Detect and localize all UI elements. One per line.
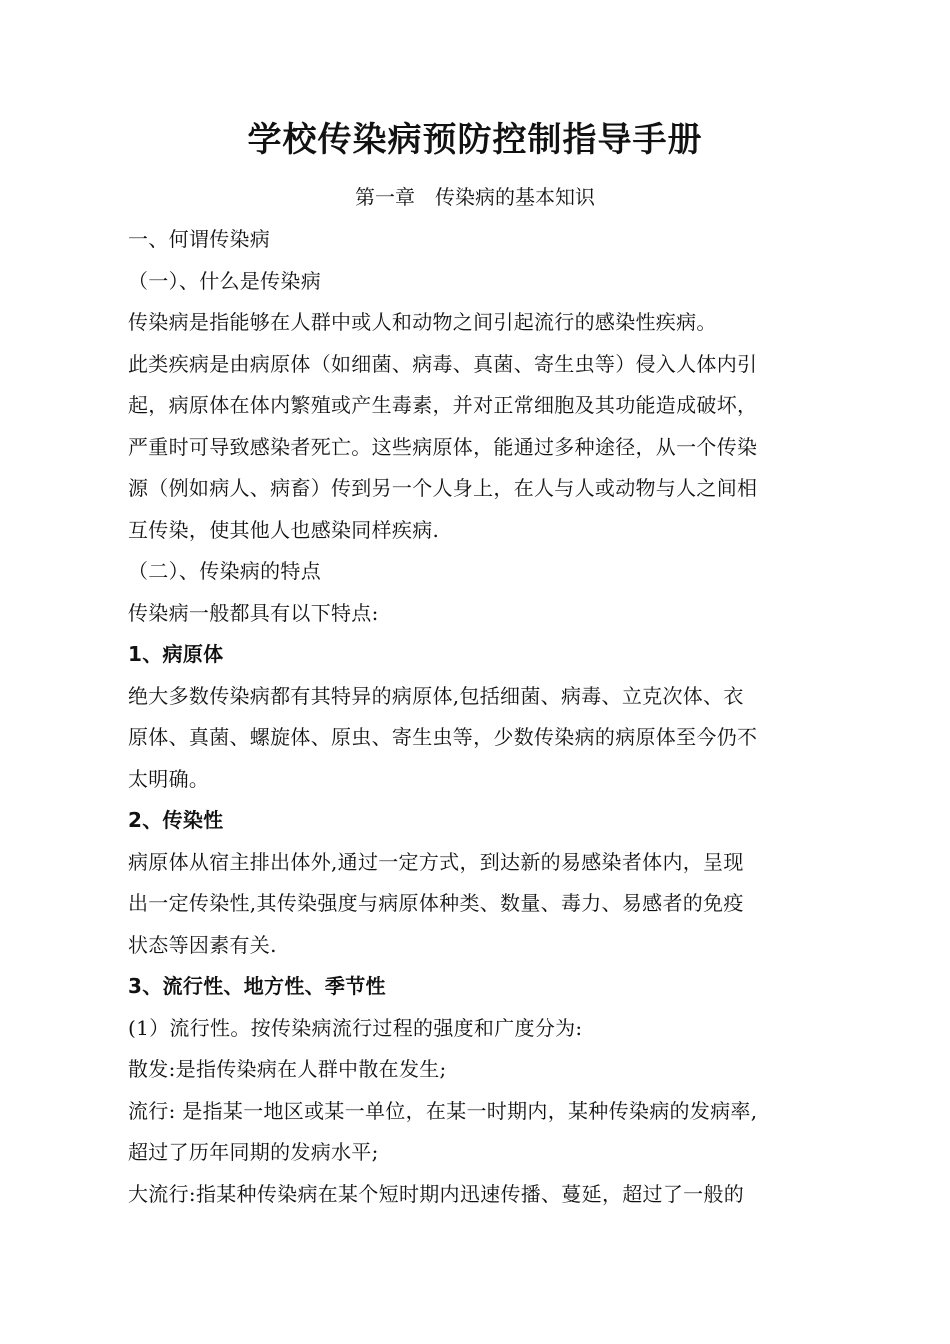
text-line: (1）流行性。按传染病流行过程的强度和广度分为: [128, 1015, 583, 1040]
text-line: （二）、传染病的特点 [128, 559, 321, 583]
text-line: 严重时可导致感染者死亡。这些病原体，能通过多种途径，从一个传染 [128, 434, 758, 459]
text-line: 散发:是指传染病在人群中散在发生; [128, 1057, 447, 1081]
text-line: 流行: 是指某一地区或某一单位，在某一时期内，某种传染病的发病率, [128, 1098, 758, 1123]
text-line: 起，病原体在体内繁殖或产生毒素，并对正常细胞及其功能造成破坏， [128, 393, 758, 417]
text-line: 传染病一般都具有以下特点: [128, 600, 379, 625]
text-line: 绝大多数传染病都有其特异的病原体,包括细菌、病毒、立克次体、衣 [128, 683, 744, 708]
text-line: 出一定传染性,其传染强度与病原体种类、数量、毒力、易感者的免疫 [128, 891, 744, 915]
text-line: 病原体从宿主排出体外,通过一定方式，到达新的易感染者体内，呈现 [128, 849, 744, 874]
section-heading: 1、病原体 [128, 642, 224, 666]
text-line: 状态等因素有关. [128, 932, 277, 957]
text-line: 大流行:指某种传染病在某个短时期内迅速传播、蔓延，超过了一般的 [128, 1181, 745, 1206]
section-heading: 2、传染性 [128, 808, 224, 832]
section-heading: 3、流行性、地方性、季节性 [128, 974, 386, 998]
text-line: 原体、真菌、螺旋体、原虫、寄生虫等，少数传染病的病原体至今仍不 [128, 725, 758, 749]
document-title: 学校传染病预防控制指导手册 [247, 120, 703, 160]
text-line: 互传染，使其他人也感染同样疾病. [128, 517, 440, 542]
text-line: 此类疾病是由病原体（如细菌、病毒、真菌、寄生虫等）侵入人体内引 [128, 351, 758, 376]
text-line: （一）、什么是传染病 [128, 268, 321, 293]
document-body [128, 219, 828, 1215]
text-line: 一、何谓传染病 [128, 227, 271, 251]
text-line: 传染病是指能够在人群中或人和动物之间引起流行的感染性疾病。 [128, 310, 717, 334]
chapter-heading: 第一章 传染病的基本知识 [355, 185, 595, 209]
text-line: 源（例如病人、病畜）传到另一个人身上，在人与人或动物与人之间相 [128, 476, 758, 500]
text-line: 太明确。 [128, 766, 210, 791]
text-line: 超过了历年同期的发病水平; [128, 1140, 379, 1164]
